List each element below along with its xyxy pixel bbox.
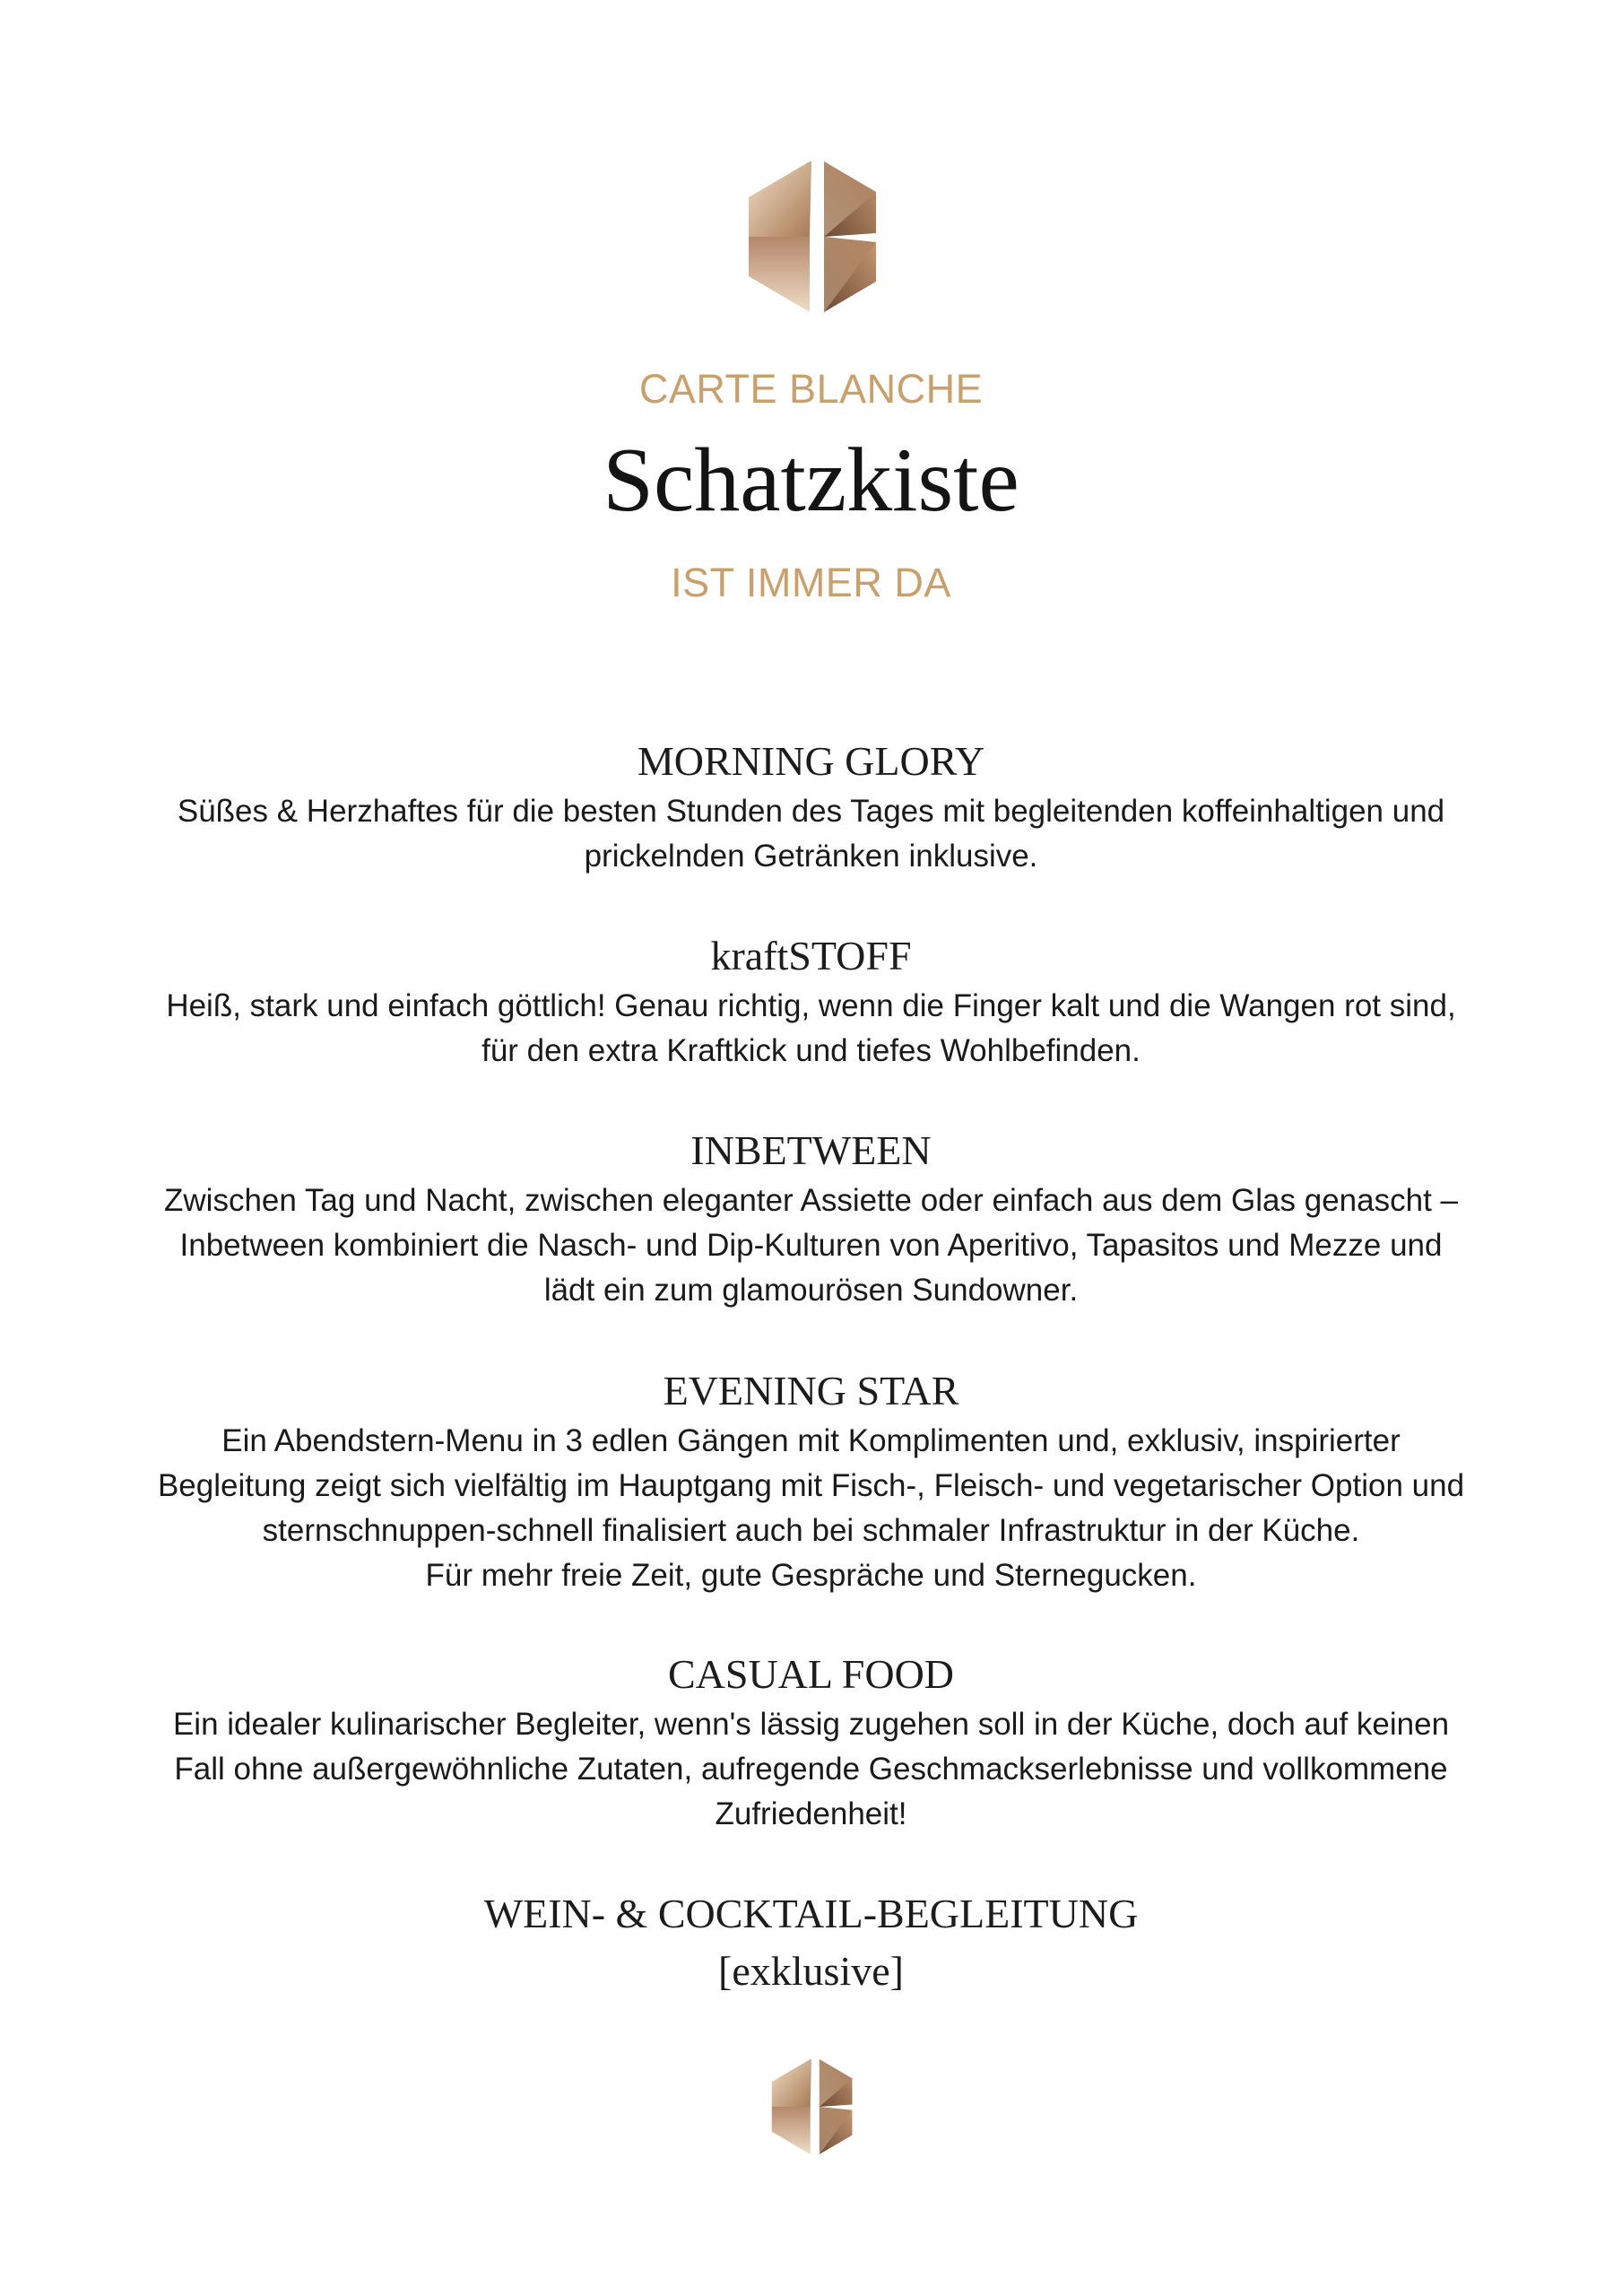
menu-section-evening-star [90,1367,1532,1598]
section-title: EVENING STAR [663,1368,959,1413]
section-title: INBETWEEN [690,1127,932,1173]
menu-section-inbetween [90,1126,1532,1313]
hexagon-k-logo-icon [768,2057,854,2156]
description-line: prickelnden Getränken inklusive. [584,839,1038,874]
description-line: Süßes & Herzhaftes für die besten Stunden des Tages mit begleitenden koffeinhaltigen und [177,794,1445,829]
header-kicker-top: CARTE BLANCHE [638,366,984,412]
menu-section-casual-food [90,1650,1532,1837]
section-title: WEIN- & COCKTAIL-BEGLEITUNG [483,1891,1139,1936]
description-line: Ein idealer kulinarischer Begleiter, wenn's lässig zugehen soll in der Küche, doch auf keinen [172,1707,1450,1742]
section-description [90,984,1532,1074]
section-description [90,1702,1532,1837]
description-line: Inbetween kombiniert die Nasch- und Dip-Kulturen von Aperitivo, Tapasitos und Mezze und [179,1228,1443,1263]
description-line: sternschnuppen-schnell finalisiert auch bei schmaler Infrastruktur in der Küche. [262,1513,1360,1548]
description-line: lädt ein zum glamourösen Sundowner. [543,1273,1079,1308]
description-line: Zufriedenheit! [715,1796,907,1831]
section-title: kraftSTOFF [710,933,912,978]
description-line: Für mehr freie Zeit, gute Gespräche und Sternegucken. [425,1558,1197,1593]
description-line: Ein Abendstern-Menu in 3 edlen Gängen mit Komplimenten und, exklusiv, inspirierter [221,1423,1401,1458]
section-description [90,789,1532,879]
hexagon-k-logo-icon [743,160,880,314]
section-title: CASUAL FOOD [667,1651,955,1697]
section-description [90,1419,1532,1598]
section-title: MORNING GLORY [637,738,985,784]
description-line: Zwischen Tag und Nacht, zwischen eleganter Assiette oder einfach aus dem Glas genascht – [164,1183,1458,1218]
description-line: Heiß, stark und einfach göttlich! Genau richtig, wenn die Finger kalt und die Wangen rot sind, [166,988,1456,1023]
menu-section-morning-glory [90,737,1532,879]
page-title: Schatzkiste [603,430,1019,531]
menu-section-kraftstoff [90,932,1532,1074]
description-line: für den extra Kraftkick und tiefes Wohlbefinden. [481,1033,1141,1068]
section-subtitle: [exklusive] [718,1948,904,1994]
description-line: Begleitung zeigt sich vielfältig im Hauptgang mit Fisch-, Fleisch- und vegetarischer Option und [157,1468,1465,1503]
header-kicker-bottom: IST IMMER DA [671,560,951,605]
description-line: Fall ohne außergewöhnliche Zutaten, aufregende Geschmackserlebnisse und vollkommene [174,1752,1448,1787]
menu-section-wine-cocktail [90,1890,1532,1996]
section-description [90,1178,1532,1313]
